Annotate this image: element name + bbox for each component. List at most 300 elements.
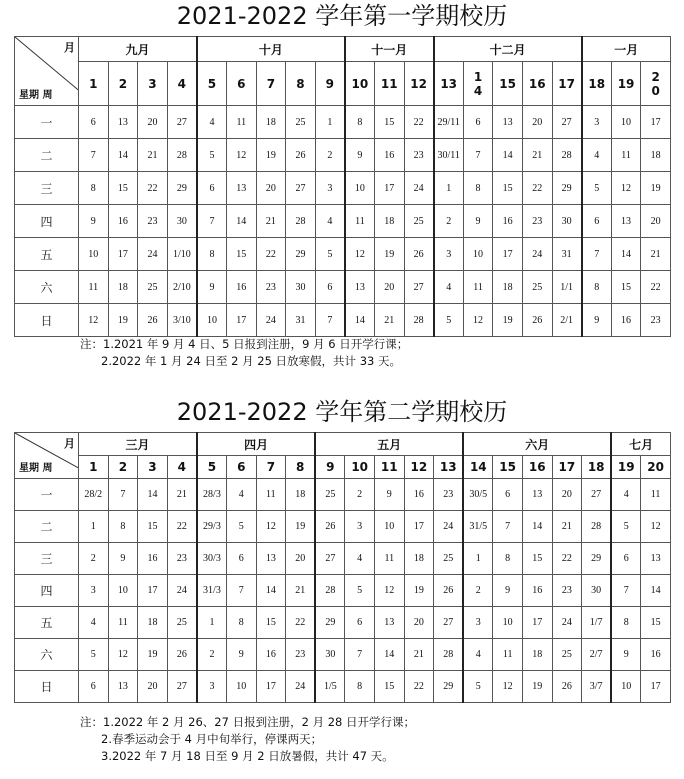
day-cell: 11 bbox=[256, 479, 286, 511]
day-cell: 2 bbox=[315, 139, 345, 172]
weekday-label: 三 bbox=[15, 172, 79, 205]
semester1-title: 2021-2022 学年第一学期校历 bbox=[176, 2, 508, 30]
day-cell: 10 bbox=[493, 607, 523, 639]
corner-month-label: 月 bbox=[64, 41, 75, 54]
day-cell: 31/5 bbox=[463, 511, 493, 543]
day-cell: 3 bbox=[315, 172, 345, 205]
weekday-row bbox=[15, 139, 671, 172]
day-cell: 9 bbox=[374, 479, 404, 511]
day-cell: 21 bbox=[167, 479, 197, 511]
weekday-label: 日 bbox=[15, 671, 79, 703]
week-number: 11 bbox=[374, 62, 404, 106]
day-cell: 11 bbox=[79, 271, 109, 304]
day-cell: 13 bbox=[226, 172, 256, 205]
day-cell: 17 bbox=[493, 238, 523, 271]
day-cell: 19 bbox=[286, 511, 316, 543]
corner-month-label: 月 bbox=[64, 437, 75, 450]
week-number: 16 bbox=[522, 456, 552, 479]
day-cell: 14 bbox=[108, 139, 138, 172]
day-cell: 16 bbox=[256, 639, 286, 671]
day-cell: 5 bbox=[315, 238, 345, 271]
month-header: 一月 bbox=[582, 37, 671, 62]
day-cell: 10 bbox=[79, 238, 109, 271]
day-cell: 14 bbox=[641, 575, 671, 607]
day-cell: 24 bbox=[286, 671, 316, 703]
week-number: 19 bbox=[611, 456, 641, 479]
week-number: 1 bbox=[79, 456, 109, 479]
day-cell: 4 bbox=[434, 271, 464, 304]
day-cell: 15 bbox=[256, 607, 286, 639]
day-cell: 18 bbox=[404, 543, 434, 575]
day-cell: 18 bbox=[493, 271, 523, 304]
day-cell: 16 bbox=[108, 205, 138, 238]
day-cell: 21 bbox=[138, 139, 168, 172]
day-cell: 7 bbox=[197, 205, 227, 238]
day-cell: 14 bbox=[493, 139, 523, 172]
day-cell: 31 bbox=[552, 238, 582, 271]
day-cell: 24 bbox=[522, 238, 552, 271]
day-cell: 1 bbox=[197, 607, 227, 639]
day-cell: 24 bbox=[167, 575, 197, 607]
week-number: 20 bbox=[641, 456, 671, 479]
day-cell: 21 bbox=[374, 304, 404, 337]
day-cell: 10 bbox=[345, 172, 375, 205]
day-cell: 25 bbox=[552, 639, 582, 671]
day-cell: 16 bbox=[138, 543, 168, 575]
day-cell: 12 bbox=[463, 304, 493, 337]
day-cell: 13 bbox=[611, 205, 641, 238]
weekday-label: 一 bbox=[15, 479, 79, 511]
day-cell: 13 bbox=[345, 271, 375, 304]
day-cell: 13 bbox=[108, 671, 138, 703]
day-cell: 13 bbox=[641, 543, 671, 575]
day-cell: 15 bbox=[226, 238, 256, 271]
day-cell: 10 bbox=[374, 511, 404, 543]
day-cell: 6 bbox=[197, 172, 227, 205]
day-cell: 21 bbox=[641, 238, 671, 271]
day-cell: 15 bbox=[138, 511, 168, 543]
day-cell: 28 bbox=[582, 511, 612, 543]
day-cell: 29 bbox=[552, 172, 582, 205]
day-cell: 25 bbox=[522, 271, 552, 304]
day-cell: 8 bbox=[345, 671, 375, 703]
day-cell: 16 bbox=[226, 271, 256, 304]
day-cell: 2/1 bbox=[552, 304, 582, 337]
weekday-row bbox=[15, 205, 671, 238]
day-cell: 8 bbox=[197, 238, 227, 271]
day-cell: 14 bbox=[226, 205, 256, 238]
day-cell: 29 bbox=[582, 543, 612, 575]
day-cell: 19 bbox=[108, 304, 138, 337]
day-cell: 23 bbox=[522, 205, 552, 238]
week-number: 19 bbox=[611, 62, 641, 106]
day-cell: 11 bbox=[641, 479, 671, 511]
day-cell: 23 bbox=[552, 575, 582, 607]
day-cell: 6 bbox=[463, 106, 493, 139]
day-cell: 5 bbox=[434, 304, 464, 337]
week-number: 17 bbox=[552, 62, 582, 106]
day-cell: 25 bbox=[404, 205, 434, 238]
weekday-row bbox=[15, 238, 671, 271]
day-cell: 6 bbox=[79, 671, 109, 703]
day-cell: 6 bbox=[226, 543, 256, 575]
day-cell: 26 bbox=[138, 304, 168, 337]
day-cell: 18 bbox=[522, 639, 552, 671]
week-number: 8 bbox=[286, 456, 316, 479]
day-cell: 13 bbox=[256, 543, 286, 575]
day-cell: 1/5 bbox=[315, 671, 345, 703]
day-cell: 18 bbox=[641, 139, 671, 172]
day-cell: 3 bbox=[582, 106, 612, 139]
day-cell: 15 bbox=[374, 106, 404, 139]
day-cell: 8 bbox=[582, 271, 612, 304]
day-cell: 23 bbox=[167, 543, 197, 575]
week-number: 3 bbox=[138, 62, 168, 106]
day-cell: 3 bbox=[463, 607, 493, 639]
day-cell: 22 bbox=[641, 271, 671, 304]
day-cell: 8 bbox=[463, 172, 493, 205]
day-cell: 1/10 bbox=[167, 238, 197, 271]
weekday-label: 日 bbox=[15, 304, 79, 337]
day-cell: 7 bbox=[493, 511, 523, 543]
day-cell: 16 bbox=[404, 479, 434, 511]
day-cell: 23 bbox=[434, 479, 464, 511]
day-cell: 26 bbox=[434, 575, 464, 607]
day-cell: 20 bbox=[286, 543, 316, 575]
day-cell: 28 bbox=[434, 639, 464, 671]
day-cell: 14 bbox=[374, 639, 404, 671]
week-number: 14 bbox=[463, 456, 493, 479]
week-number: 11 bbox=[374, 456, 404, 479]
month-header: 六月 bbox=[463, 433, 611, 456]
day-cell: 31 bbox=[286, 304, 316, 337]
semester1-note-1: 注：1.2021 年 9 月 4 日、5 日报到注册，9 月 6 日开学行课； bbox=[80, 337, 409, 351]
day-cell: 27 bbox=[315, 543, 345, 575]
day-cell: 26 bbox=[315, 511, 345, 543]
week-number: 16 bbox=[522, 62, 552, 106]
day-cell: 7 bbox=[611, 575, 641, 607]
day-cell: 20 bbox=[641, 205, 671, 238]
day-cell: 9 bbox=[463, 205, 493, 238]
day-cell: 28 bbox=[315, 575, 345, 607]
month-header: 七月 bbox=[611, 433, 670, 456]
day-cell: 9 bbox=[611, 639, 641, 671]
day-cell: 29 bbox=[434, 671, 464, 703]
day-cell: 29 bbox=[286, 238, 316, 271]
day-cell: 13 bbox=[493, 106, 523, 139]
day-cell: 20 bbox=[404, 607, 434, 639]
day-cell: 6 bbox=[315, 271, 345, 304]
semester2-title: 2021-2022 学年第二学期校历 bbox=[176, 398, 508, 426]
day-cell: 15 bbox=[108, 172, 138, 205]
day-cell: 17 bbox=[108, 238, 138, 271]
day-cell: 30 bbox=[167, 205, 197, 238]
day-cell: 27 bbox=[582, 479, 612, 511]
week-number: 10 bbox=[345, 456, 375, 479]
day-cell: 1/7 bbox=[582, 607, 612, 639]
day-cell: 5 bbox=[463, 671, 493, 703]
day-cell: 22 bbox=[167, 511, 197, 543]
week-number: 4 bbox=[167, 456, 197, 479]
day-cell: 27 bbox=[167, 671, 197, 703]
day-cell: 30/11 bbox=[434, 139, 464, 172]
weekday-row bbox=[15, 511, 671, 543]
day-cell: 27 bbox=[552, 106, 582, 139]
day-cell: 12 bbox=[611, 172, 641, 205]
day-cell: 26 bbox=[552, 671, 582, 703]
day-cell: 6 bbox=[79, 106, 109, 139]
day-cell: 29 bbox=[167, 172, 197, 205]
weekday-row bbox=[15, 671, 671, 703]
day-cell: 18 bbox=[108, 271, 138, 304]
week-number: 15 bbox=[493, 62, 523, 106]
semester2-calendar-table bbox=[14, 432, 671, 703]
day-cell: 14 bbox=[345, 304, 375, 337]
day-cell: 9 bbox=[582, 304, 612, 337]
day-cell: 5 bbox=[79, 639, 109, 671]
day-cell: 21 bbox=[404, 639, 434, 671]
day-cell: 28 bbox=[552, 139, 582, 172]
weekday-row bbox=[15, 172, 671, 205]
semester2-note-3: 3.2022 年 7 月 18 日至 9 月 2 日放暑假，共计 47 天。 bbox=[101, 749, 394, 763]
day-cell: 29 bbox=[315, 607, 345, 639]
week-number: 5 bbox=[197, 456, 227, 479]
day-cell: 16 bbox=[641, 639, 671, 671]
day-cell: 12 bbox=[374, 575, 404, 607]
day-cell: 22 bbox=[138, 172, 168, 205]
week-number: 1 4 bbox=[463, 62, 493, 106]
day-cell: 18 bbox=[374, 205, 404, 238]
day-cell: 20 bbox=[138, 106, 168, 139]
day-cell: 4 bbox=[463, 639, 493, 671]
semester1-corner-header bbox=[15, 37, 79, 106]
day-cell: 27 bbox=[404, 271, 434, 304]
day-cell: 2/10 bbox=[167, 271, 197, 304]
day-cell: 12 bbox=[345, 238, 375, 271]
day-cell: 26 bbox=[404, 238, 434, 271]
day-cell: 19 bbox=[256, 139, 286, 172]
day-cell: 11 bbox=[611, 139, 641, 172]
week-number: 18 bbox=[582, 62, 612, 106]
day-cell: 1 bbox=[315, 106, 345, 139]
week-number: 6 bbox=[226, 62, 256, 106]
day-cell: 21 bbox=[522, 139, 552, 172]
day-cell: 15 bbox=[374, 671, 404, 703]
day-cell: 19 bbox=[138, 639, 168, 671]
day-cell: 22 bbox=[286, 607, 316, 639]
day-cell: 22 bbox=[404, 106, 434, 139]
day-cell: 10 bbox=[611, 671, 641, 703]
day-cell: 13 bbox=[522, 479, 552, 511]
day-cell: 21 bbox=[256, 205, 286, 238]
day-cell: 3 bbox=[197, 671, 227, 703]
day-cell: 17 bbox=[404, 511, 434, 543]
day-cell: 10 bbox=[611, 106, 641, 139]
day-cell: 19 bbox=[404, 575, 434, 607]
weekday-label: 二 bbox=[15, 139, 79, 172]
day-cell: 5 bbox=[226, 511, 256, 543]
week-number: 1 bbox=[79, 62, 109, 106]
day-cell: 3 bbox=[345, 511, 375, 543]
day-cell: 22 bbox=[552, 543, 582, 575]
day-cell: 5 bbox=[197, 139, 227, 172]
weekday-label: 五 bbox=[15, 607, 79, 639]
week-number: 15 bbox=[493, 456, 523, 479]
day-cell: 23 bbox=[286, 639, 316, 671]
day-cell: 28/3 bbox=[197, 479, 227, 511]
day-cell: 18 bbox=[286, 479, 316, 511]
day-cell: 22 bbox=[256, 238, 286, 271]
day-cell: 24 bbox=[434, 511, 464, 543]
day-cell: 4 bbox=[197, 106, 227, 139]
day-cell: 2/7 bbox=[582, 639, 612, 671]
week-number: 3 bbox=[138, 456, 168, 479]
weekday-row bbox=[15, 479, 671, 511]
day-cell: 18 bbox=[138, 607, 168, 639]
weekday-row bbox=[15, 575, 671, 607]
day-cell: 20 bbox=[256, 172, 286, 205]
day-cell: 25 bbox=[286, 106, 316, 139]
day-cell: 22 bbox=[404, 671, 434, 703]
day-cell: 15 bbox=[611, 271, 641, 304]
day-cell: 22 bbox=[522, 172, 552, 205]
week-number: 7 bbox=[256, 456, 286, 479]
day-cell: 2 bbox=[197, 639, 227, 671]
day-cell: 23 bbox=[641, 304, 671, 337]
semester2-corner-header bbox=[15, 433, 79, 479]
month-header: 四月 bbox=[197, 433, 315, 456]
corner-week-label: 星期 周 bbox=[19, 90, 53, 101]
day-cell: 4 bbox=[345, 543, 375, 575]
day-cell: 10 bbox=[226, 671, 256, 703]
day-cell: 7 bbox=[582, 238, 612, 271]
weekday-row bbox=[15, 543, 671, 575]
day-cell: 24 bbox=[256, 304, 286, 337]
day-cell: 24 bbox=[404, 172, 434, 205]
day-cell: 9 bbox=[108, 543, 138, 575]
day-cell: 3/10 bbox=[167, 304, 197, 337]
day-cell: 28/2 bbox=[79, 479, 109, 511]
day-cell: 16 bbox=[493, 205, 523, 238]
day-cell: 19 bbox=[641, 172, 671, 205]
day-cell: 1/1 bbox=[552, 271, 582, 304]
day-cell: 8 bbox=[226, 607, 256, 639]
week-number: 2 bbox=[108, 456, 138, 479]
day-cell: 1 bbox=[463, 543, 493, 575]
day-cell: 4 bbox=[226, 479, 256, 511]
week-number: 9 bbox=[315, 456, 345, 479]
day-cell: 15 bbox=[522, 543, 552, 575]
day-cell: 26 bbox=[286, 139, 316, 172]
day-cell: 13 bbox=[108, 106, 138, 139]
day-cell: 2 bbox=[434, 205, 464, 238]
semester1-calendar-table bbox=[14, 36, 671, 337]
day-cell: 4 bbox=[79, 607, 109, 639]
day-cell: 14 bbox=[138, 479, 168, 511]
day-cell: 30 bbox=[286, 271, 316, 304]
day-cell: 9 bbox=[345, 139, 375, 172]
day-cell: 3 bbox=[434, 238, 464, 271]
weekday-label: 三 bbox=[15, 543, 79, 575]
day-cell: 18 bbox=[256, 106, 286, 139]
weekday-label: 四 bbox=[15, 575, 79, 607]
day-cell: 29/3 bbox=[197, 511, 227, 543]
week-number: 12 bbox=[404, 456, 434, 479]
day-cell: 8 bbox=[79, 172, 109, 205]
day-cell: 1 bbox=[434, 172, 464, 205]
weekday-label: 一 bbox=[15, 106, 79, 139]
day-cell: 7 bbox=[79, 139, 109, 172]
semester1-notes bbox=[80, 336, 408, 370]
month-header: 十二月 bbox=[434, 37, 582, 62]
day-cell: 12 bbox=[641, 511, 671, 543]
day-cell: 19 bbox=[374, 238, 404, 271]
day-cell: 9 bbox=[493, 575, 523, 607]
day-cell: 7 bbox=[226, 575, 256, 607]
day-cell: 7 bbox=[345, 639, 375, 671]
month-header: 五月 bbox=[315, 433, 463, 456]
day-cell: 11 bbox=[493, 639, 523, 671]
day-cell: 4 bbox=[611, 479, 641, 511]
day-cell: 14 bbox=[611, 238, 641, 271]
day-cell: 2 bbox=[79, 543, 109, 575]
day-cell: 5 bbox=[611, 511, 641, 543]
day-cell: 25 bbox=[138, 271, 168, 304]
day-cell: 5 bbox=[345, 575, 375, 607]
day-cell: 2 bbox=[345, 479, 375, 511]
day-cell: 10 bbox=[463, 238, 493, 271]
semester1-note-2: 2.2022 年 1 月 24 日至 2 月 25 日放寒假，共计 33 天。 bbox=[101, 354, 401, 368]
day-cell: 27 bbox=[286, 172, 316, 205]
day-cell: 16 bbox=[611, 304, 641, 337]
week-number: 17 bbox=[552, 456, 582, 479]
day-cell: 1 bbox=[79, 511, 109, 543]
day-cell: 25 bbox=[167, 607, 197, 639]
week-number: 10 bbox=[345, 62, 375, 106]
day-cell: 8 bbox=[108, 511, 138, 543]
week-number: 6 bbox=[226, 456, 256, 479]
day-cell: 17 bbox=[641, 106, 671, 139]
day-cell: 10 bbox=[197, 304, 227, 337]
week-number: 5 bbox=[197, 62, 227, 106]
day-cell: 23 bbox=[404, 139, 434, 172]
day-cell: 30/5 bbox=[463, 479, 493, 511]
day-cell: 7 bbox=[108, 479, 138, 511]
day-cell: 16 bbox=[374, 139, 404, 172]
day-cell: 11 bbox=[345, 205, 375, 238]
day-cell: 11 bbox=[463, 271, 493, 304]
day-cell: 6 bbox=[493, 479, 523, 511]
day-cell: 12 bbox=[226, 139, 256, 172]
weekday-row bbox=[15, 607, 671, 639]
day-cell: 20 bbox=[138, 671, 168, 703]
week-number: 4 bbox=[167, 62, 197, 106]
day-cell: 6 bbox=[345, 607, 375, 639]
day-cell: 31/3 bbox=[197, 575, 227, 607]
day-cell: 15 bbox=[641, 607, 671, 639]
day-cell: 7 bbox=[463, 139, 493, 172]
day-cell: 6 bbox=[582, 205, 612, 238]
weekday-label: 六 bbox=[15, 271, 79, 304]
week-number: 13 bbox=[434, 456, 464, 479]
day-cell: 17 bbox=[522, 607, 552, 639]
day-cell: 25 bbox=[434, 543, 464, 575]
weekday-row bbox=[15, 106, 671, 139]
month-header: 十一月 bbox=[345, 37, 434, 62]
day-cell: 4 bbox=[582, 139, 612, 172]
day-cell: 27 bbox=[167, 106, 197, 139]
weekday-label: 六 bbox=[15, 639, 79, 671]
